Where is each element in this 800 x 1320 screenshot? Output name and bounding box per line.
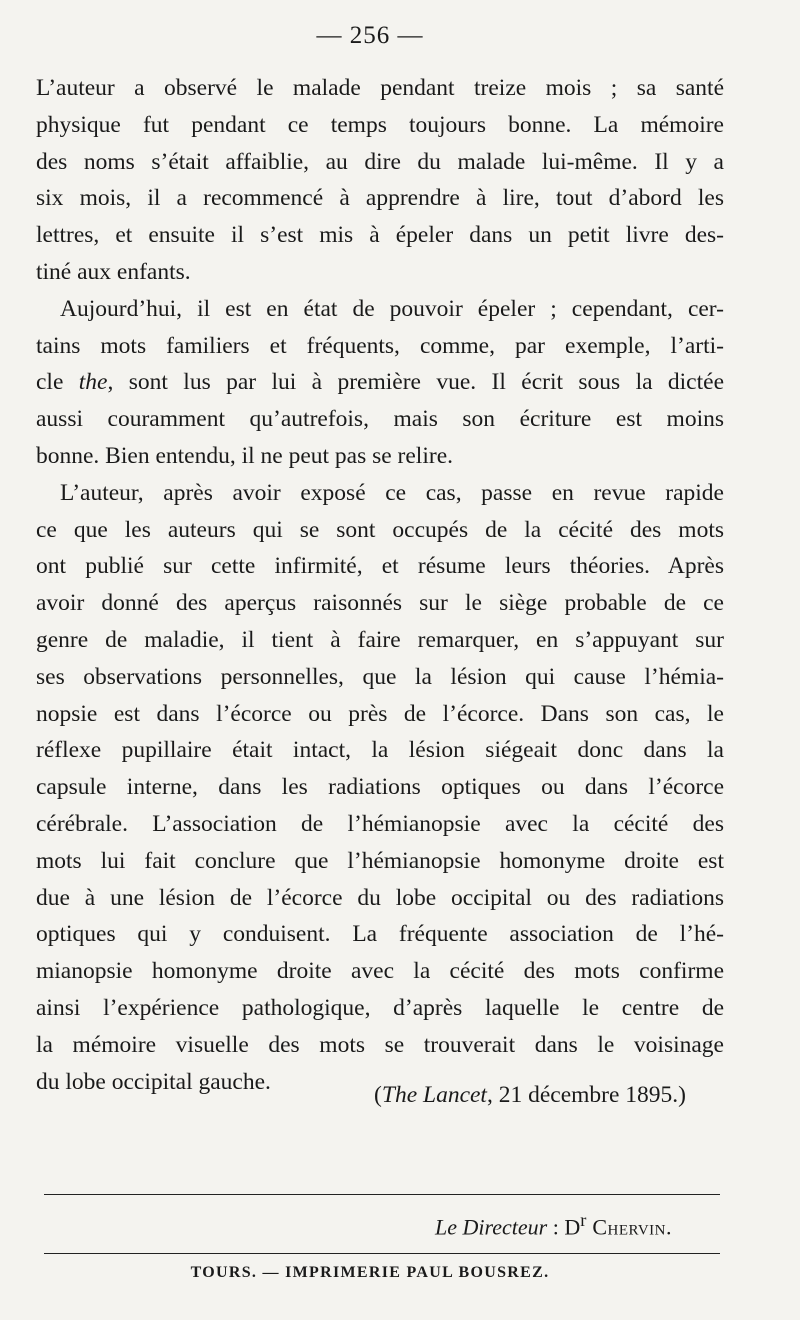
text-line: cérébrale. L’association de l’hémianopsie avec la cécité des — [36, 810, 724, 837]
text-line: mots lui fait conclure que l’hémianopsie homonyme droite est — [36, 847, 724, 874]
signature-title: Le Directeur — [435, 1214, 548, 1240]
text-line: cle the, sont lus par lui à première vue. Il écrit sous la dictée — [36, 369, 725, 396]
text-line: ainsi l’expérience pathologique, d’après laquelle le centre de — [36, 994, 724, 1021]
text-line: tains mots familiers et fréquents, comme, par exemple, l’arti- — [36, 332, 724, 359]
italic-word: the — [78, 369, 108, 396]
citation-open: ( — [374, 1082, 382, 1108]
text-line: ont publié sur cette infirmité, et résume leurs théories. Après — [36, 553, 724, 580]
text-line: ce que les auteurs qui se sont occupés de la cécité des mots — [36, 516, 724, 543]
page-number: — 256 — — [316, 22, 424, 49]
citation-date: , 21 décembre 1895.) — [486, 1082, 686, 1108]
text-line: tiné aux enfants. — [36, 258, 191, 285]
text-line: genre de maladie, il tient à faire remarquer, en s’appuyant sur — [36, 626, 724, 653]
text-line: ses observations personnelles, que la lésion qui cause l’hémia- — [36, 663, 724, 690]
text-line: capsule interne, dans les radiations optiques ou dans l’écorce — [36, 774, 724, 801]
printer-imprint: TOURS. — IMPRIMERIE PAUL BOUSREZ. — [190, 1264, 550, 1281]
signature-separator: : — [547, 1214, 565, 1240]
divider-rule-top — [44, 1194, 720, 1195]
text-line: L’auteur a observé le malade pendant treize mois ; sa santé — [36, 75, 724, 101]
divider-rule-bottom — [44, 1253, 720, 1254]
text-line: avoir donné des aperçus raisonnés sur le siège probable de ce — [36, 590, 724, 617]
text-line: due à une lésion de l’écorce du lobe occipital ou des radiations — [36, 884, 724, 911]
text-line: lettres, et ensuite il s’est mis à épeler dans un petit livre des- — [36, 222, 724, 249]
text-line: L’auteur, après avoir exposé ce cas, passe en revue rapide — [60, 479, 724, 506]
text-line: nopsie est dans l’écorce ou près de l’écorce. Dans son cas, le — [36, 700, 724, 727]
signature-name: Chervin. — [586, 1214, 672, 1240]
text-line: six mois, il a recommencé à apprendre à lire, tout d’abord les — [36, 185, 724, 212]
text-line: réflexe pupillaire était intact, la lésion siégeait donc dans la — [36, 737, 724, 764]
text-line: la mémoire visuelle des mots se trouverait dans le voisinage — [36, 1031, 724, 1058]
text-line: bonne. Bien entendu, il ne peut pas se relire. — [36, 442, 453, 469]
citation — [0, 1082, 686, 1109]
text-line: mianopsie homonyme droite avec la cécité des mots confirme — [36, 958, 724, 985]
article-body — [36, 70, 724, 1100]
signature-prefix-superscript: r — [580, 1210, 587, 1230]
text-line: optiques qui y conduisent. La fréquente association de l’hé- — [36, 921, 724, 948]
text-line: aussi couramment qu’autrefois, mais son écriture est moins — [36, 406, 724, 433]
text-line: Aujourd’hui, il est en état de pouvoir épeler ; cependant, cer- — [60, 295, 724, 322]
text-line: des noms s’était affaiblie, au dire du malade lui-même. Il y a — [36, 148, 724, 175]
citation-journal: The Lancet — [381, 1082, 487, 1108]
text-line: du lobe occipital gauche. — [36, 1068, 271, 1095]
signature — [0, 1210, 672, 1240]
signature-prefix: D — [564, 1214, 581, 1240]
text-line: physique fut pendant ce temps toujours bonne. La mémoire — [36, 111, 724, 138]
